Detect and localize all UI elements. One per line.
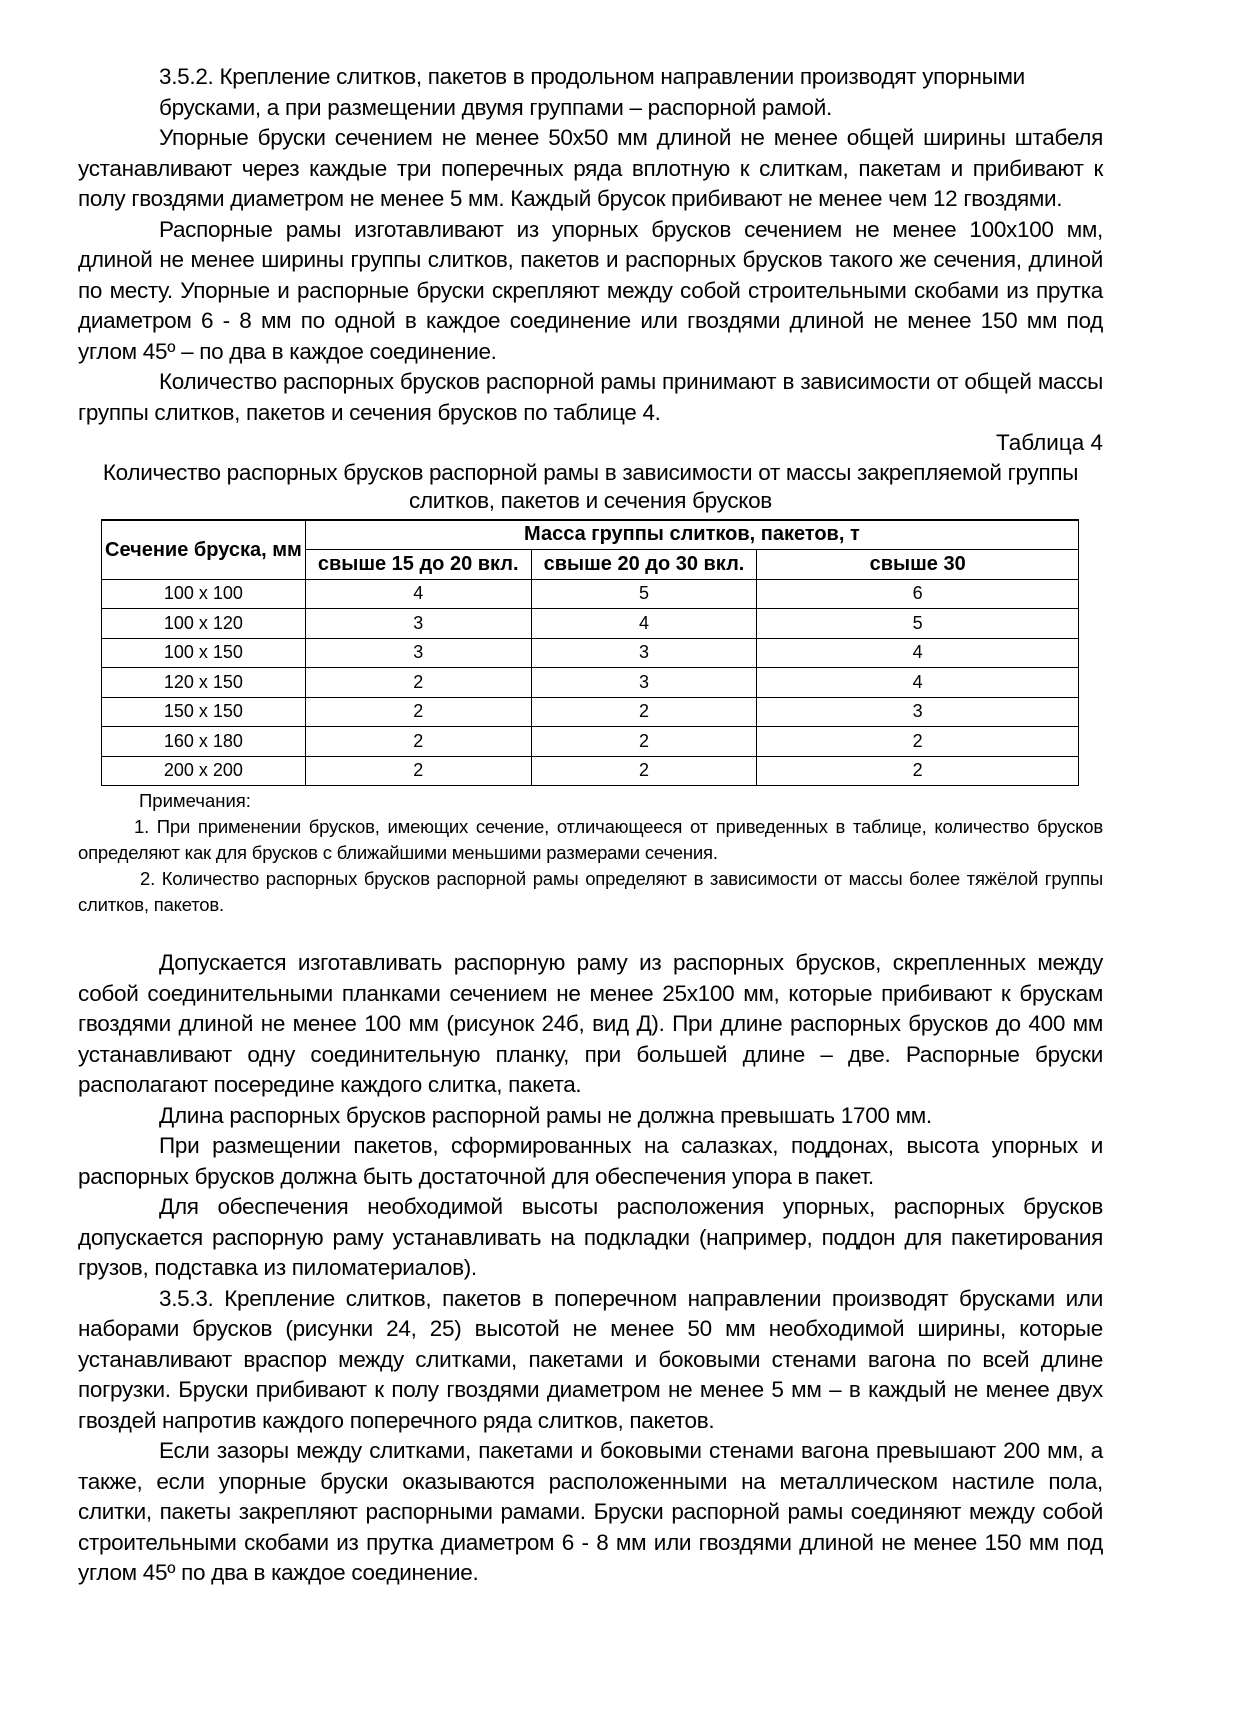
cell-value: 2 bbox=[305, 697, 531, 727]
cell-section: 150 x 150 bbox=[102, 697, 306, 727]
paragraph-bar-count: Количество распорных брусков распорной рамы принимают в зависимости от общей массы группы слитков, пакетов и сечения брусков по таблице 4. bbox=[78, 369, 1103, 425]
paragraph-stop-bars: Упорные бруски сечением не менее 50х50 мм длиной не менее общей ширины штабеля устанавливают через каждые три поперечных ряда вплотную к слиткам, пакетам и прибивают к полу гвоздями диаметром не менее 5 мм. Каждый брусок прибивают не менее чем 12 гвоздями. bbox=[78, 125, 1103, 211]
header-section bbox=[102, 520, 306, 580]
cell-value: 2 bbox=[305, 727, 531, 757]
cell-value: 3 bbox=[531, 668, 757, 698]
cell-value: 2 bbox=[305, 756, 531, 786]
subheader-mass-range: свыше 30 bbox=[757, 550, 1079, 580]
cell-value: 4 bbox=[531, 609, 757, 639]
table-row bbox=[102, 638, 1079, 668]
cell-value: 2 bbox=[305, 668, 531, 698]
subheader-mass-range: свыше 15 до 20 вкл. bbox=[305, 550, 531, 580]
paragraph-gaps: Если зазоры между слитками, пакетами и боковыми стенами вагона превышают 200 мм, а также, если упорные бруски оказываются расположенными на металлическом настиле пола, слитки, пакеты закрепляют распорными рамами. Бруски распорной рамы соединяют между собой строительными скобами из прутка диаметром 6 - 8 мм или гвоздями длиной не менее 150 мм под углом 45º по два в каждое соединение. bbox=[78, 1438, 1103, 1585]
table-row bbox=[102, 609, 1079, 639]
note-1: 1. При применении брусков, имеющих сечение, отличающееся от приведенных в таблице, количество брусков определяют как для брусков с ближайшими меньшими размерами сечения. bbox=[78, 816, 1103, 863]
table-row bbox=[102, 727, 1079, 757]
paragraph-3-5-3: 3.5.3. Крепление слитков, пакетов в поперечном направлении производят брусками или наборами брусков (рисунки 24, 25) высотой не менее 50 мм необходимой ширины, которые устанавливают враспор между слитками, пакетами и боковыми стенами вагона по всей длине погрузки. Бруски прибивают к полу гвоздями диаметром не менее 5 мм – в каждый не менее двух гвоздей напротив каждого поперечного ряда слитков, пакетов. bbox=[78, 1285, 1103, 1433]
paragraph-max-length: Длина распорных брусков распорной рамы не должна превышать 1700 мм. bbox=[159, 1102, 932, 1128]
cell-section: 100 x 150 bbox=[102, 638, 306, 668]
cell-value: 4 bbox=[757, 638, 1079, 668]
paragraph-connecting-plates: Допускается изготавливать распорную раму из распорных брусков, скрепленных между собой соединительными планками сечением не менее 25х100 мм, которые прибивают к брускам гвоздями длиной не менее 100 мм (рисунок 24б, вид Д). При длине распорных брусков до 400 мм устанавливают одну соединительную планку, при большей длине – две. Распорные бруски располагают посередине каждого слитка, пакета. bbox=[78, 950, 1103, 1097]
document-page bbox=[78, 62, 1103, 1589]
paragraph-spacer-frames: Распорные рамы изготавливают из упорных брусков сечением не менее 100х100 мм, длиной не менее ширины группы слитков, пакетов и распорных брусков такого же сечения, длиной по месту. Упорные и распорные бруски скрепляют между собой строительными скобами из прутка диаметром 6 - 8 мм по одной в каждое соединение или гвоздями длиной не менее 150 мм под углом 45º – по два в каждое соединение. bbox=[78, 216, 1103, 364]
cell-section: 200 x 200 bbox=[102, 756, 306, 786]
header-section-label: Сечение бруска, мм bbox=[105, 538, 302, 561]
table-number: Таблица 4 bbox=[996, 430, 1103, 455]
paragraph-skids-height: При размещении пакетов, сформированных на салазках, поддонах, высота упорных и распорных брусков должна быть достаточной для обеспечения упора в пакет. bbox=[78, 1133, 1103, 1189]
cell-value: 2 bbox=[757, 727, 1079, 757]
cell-value: 2 bbox=[757, 756, 1079, 786]
notes-title: Примечания: bbox=[139, 790, 251, 811]
cell-section: 160 x 180 bbox=[102, 727, 306, 757]
cell-value: 3 bbox=[757, 697, 1079, 727]
cell-value: 3 bbox=[305, 609, 531, 639]
cell-value: 5 bbox=[757, 609, 1079, 639]
cell-value: 4 bbox=[757, 668, 1079, 698]
spacer-bars-table bbox=[101, 519, 1079, 787]
cell-section: 100 x 120 bbox=[102, 609, 306, 639]
cell-value: 2 bbox=[531, 756, 757, 786]
cell-value: 3 bbox=[531, 638, 757, 668]
cell-value: 2 bbox=[531, 727, 757, 757]
cell-section: 100 x 100 bbox=[102, 579, 306, 609]
table-row bbox=[102, 756, 1079, 786]
note-2: 2. Количество распорных брусков распорной рамы определяют в зависимости от массы более тяжёлой группы слитков, пакетов. bbox=[78, 868, 1103, 915]
paragraph-3-5-2: 3.5.2. Крепление слитков, пакетов в продольном направлении производят упорными брусками, а при размещении двумя группами – распорной рамой. bbox=[159, 64, 1025, 120]
table-row bbox=[102, 579, 1079, 609]
subheader-mass-range: свыше 20 до 30 вкл. bbox=[531, 550, 757, 580]
cell-value: 4 bbox=[305, 579, 531, 609]
table-row bbox=[102, 697, 1079, 727]
paragraph-supports: Для обеспечения необходимой высоты расположения упорных, распорных брусков допускается распорную раму устанавливать на подкладки (например, поддон для пакетирования грузов, подставка из пиломатериалов). bbox=[78, 1194, 1103, 1280]
table-caption: Количество распорных брусков распорной рамы в зависимости от массы закрепляемой группы слитков, пакетов и сечения брусков bbox=[102, 459, 1079, 513]
table-row bbox=[102, 668, 1079, 698]
cell-value: 2 bbox=[531, 697, 757, 727]
cell-value: 5 bbox=[531, 579, 757, 609]
header-mass: Масса группы слитков, пакетов, т bbox=[305, 520, 1078, 550]
cell-value: 6 bbox=[757, 579, 1079, 609]
cell-value: 3 bbox=[305, 638, 531, 668]
spacer bbox=[78, 918, 1103, 948]
cell-section: 120 x 150 bbox=[102, 668, 306, 698]
